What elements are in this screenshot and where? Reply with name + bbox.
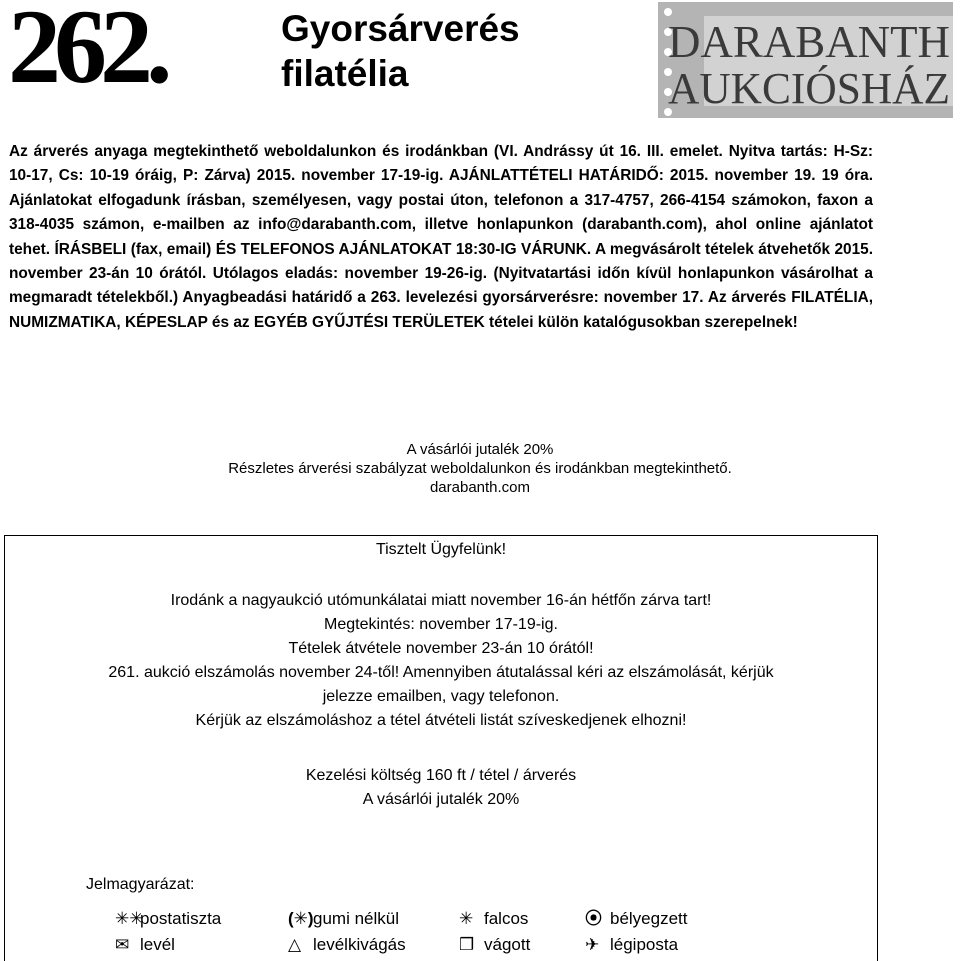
page-title bbox=[281, 6, 520, 96]
customer-notice-box bbox=[4, 535, 878, 961]
legend-item-falcos bbox=[459, 908, 585, 930]
legend-item-legiposta bbox=[585, 934, 785, 956]
legend-label: vágott bbox=[484, 935, 531, 954]
legend-label: levélkivágás bbox=[313, 935, 406, 954]
darabanth-logo bbox=[658, 2, 953, 118]
legend-item-postatiszta bbox=[115, 908, 288, 930]
legend-item-levelkivagas bbox=[288, 934, 459, 956]
fee-website-line: darabanth.com bbox=[429, 479, 531, 496]
triangle-icon: △ bbox=[288, 935, 302, 954]
gumi-nelkul-icon: (✳) bbox=[288, 909, 314, 928]
envelope-icon: ✉ bbox=[115, 935, 130, 954]
auction-number: 262. bbox=[8, 0, 166, 105]
airplane-icon: ✈ bbox=[585, 935, 600, 954]
legend-label: gumi nélkül bbox=[313, 909, 399, 928]
fee-block bbox=[0, 440, 960, 497]
logo-graphic bbox=[658, 2, 953, 118]
fee-commission-line: A vásárlói jutalék 20% bbox=[406, 441, 554, 458]
notice-line-2: Megtekintés: november 17-19-ig. bbox=[324, 616, 558, 633]
notice-handling-fee: Kezelési költség 160 ft / tétel / árverés bbox=[305, 767, 577, 784]
notice-line-3: Tételek átvétele november 23-án 10 órától! bbox=[288, 640, 594, 657]
title-line-2: filatélia bbox=[281, 53, 409, 94]
legend-item-vagott bbox=[459, 934, 585, 956]
notice-greeting: Tisztelt Ügyfelünk! bbox=[375, 541, 507, 558]
auction-info-paragraph: Az árverés anyaga megtekinthető weboldalunkon és irodánkban (VI. Andrássy út 16. III. emelet. Nyitva tartás: H-Sz: 10-17, Cs: 10-19 óráig, P: Zárva) 2015. november 17-19-ig. AJÁNLATTÉTELI HATÁRIDŐ: 2015. november 19. 19 óra. Ajánlatokat elfogadunk írásban, személyesen, vagy postai úton, telefonon a 317-4757, 266-4154 számokon, faxon a 318-4035 számon, e-mailben az info@darabanth.com, illetve honlapunkon (darabanth.com), ahol online ajánlatot tehet. ÍRÁSBELI (fax, email) ÉS TELEFONOS AJÁNLATOKAT 18:30-IG VÁRUNK. A megvásárolt tételek átvehetők 2015. november 23-án 10 órától. Utólagos eladás: november 19-26-ig. (Nyitvatartási időn kívül honlapunkon vásárolhat a megmaradt tételekből.) Anyagbeadási határidő a 263. levelezési gyorsárverésre: november 17. Az árverés FILATÉLIA, NUMIZMATIKA, KÉPESLAP és az EGYÉB GYŰJTÉSI TERÜLETEK tételei külön katalógusokban szerepelnek! bbox=[9, 143, 873, 331]
legend-label: falcos bbox=[484, 909, 529, 928]
postatiszta-icon: ✳✳ bbox=[115, 909, 144, 928]
notice-line-6: Kérjük az elszámoláshoz a tétel átvételi listát szíveskedjenek elhozni! bbox=[195, 712, 687, 729]
notice-line-1: Irodánk a nagyaukció utómunkálatai miatt november 16-án hétfőn zárva tart! bbox=[170, 592, 712, 609]
square-icon: ❒ bbox=[459, 935, 475, 954]
fee-rules-line: Részletes árverési szabályzat weboldalunkon és irodánkban megtekinthető. bbox=[228, 460, 732, 477]
legend bbox=[115, 908, 785, 956]
legend-label: bélyegzett bbox=[610, 909, 688, 928]
notice-commission: A vásárlói jutalék 20% bbox=[362, 791, 520, 808]
legend-item-level bbox=[115, 934, 288, 956]
legend-label: légiposta bbox=[610, 935, 679, 954]
legend-label: postatiszta bbox=[140, 909, 222, 928]
logo-stamp-band-top bbox=[658, 2, 953, 16]
legend-title: Jelmagyarázat: bbox=[86, 876, 195, 893]
legend-label: levél bbox=[140, 935, 175, 954]
notice-line-4: 261. aukció elszámolás november 24-től! Amennyiben átutalással kéri az elszámolását, kérjük bbox=[108, 664, 774, 681]
title-line-1: Gyorsárverés bbox=[281, 8, 520, 49]
notice-line-5: jelezze emailben, vagy telefonon. bbox=[322, 688, 560, 705]
falcos-icon: ✳ bbox=[459, 909, 474, 928]
belyegzett-icon: ⦿ bbox=[585, 909, 602, 928]
logo-line-1: DARABANTH bbox=[668, 16, 950, 67]
legend-item-belyegzett bbox=[585, 908, 785, 930]
legend-item-gumi-nelkul bbox=[288, 908, 459, 930]
logo-line-2: AUKCIÓSHÁZ bbox=[668, 64, 950, 113]
